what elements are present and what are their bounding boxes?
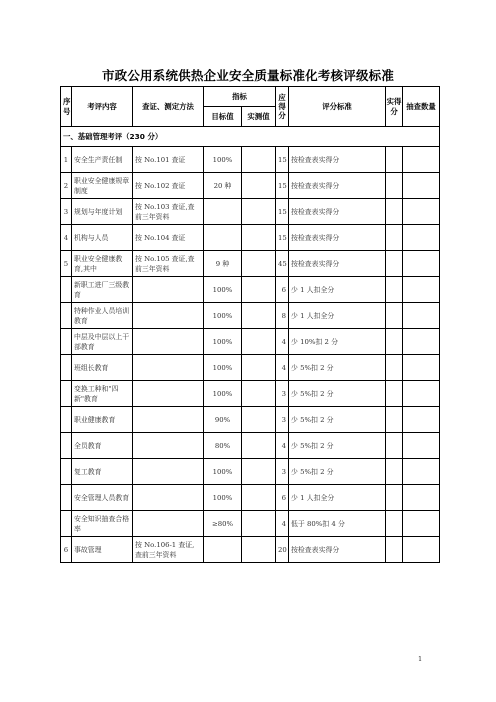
row-content: 班组长教育 xyxy=(72,355,133,381)
page-number: 1 xyxy=(418,655,423,663)
row-standard: 按检查表实得分 xyxy=(289,225,386,251)
row-score: 20 xyxy=(276,537,289,563)
row-sample xyxy=(403,199,440,225)
row-seq: 3 xyxy=(61,199,72,225)
row-sample xyxy=(403,173,440,199)
row-sample xyxy=(403,511,440,537)
row-method xyxy=(133,355,204,381)
row-score: 15 xyxy=(276,173,289,199)
row-content: 职业健康教育 xyxy=(72,407,133,433)
row-measured xyxy=(242,329,276,355)
row-score: 3 xyxy=(276,459,289,485)
row-seq xyxy=(61,355,72,381)
row-actual xyxy=(386,537,403,563)
table-row xyxy=(61,485,440,511)
row-method xyxy=(133,407,204,433)
table-row xyxy=(61,381,440,407)
row-score: 3 xyxy=(276,381,289,407)
row-actual xyxy=(386,173,403,199)
row-seq xyxy=(61,407,72,433)
table-row xyxy=(61,277,440,303)
row-content: 中层及中层以上干部教育 xyxy=(72,329,133,355)
row-measured xyxy=(242,511,276,537)
header-row-1 xyxy=(61,87,440,107)
row-content: 全员教育 xyxy=(72,433,133,459)
row-measured xyxy=(242,251,276,277)
row-method xyxy=(133,485,204,511)
row-actual xyxy=(386,381,403,407)
header-sample-count: 抽查数量 xyxy=(403,87,440,127)
header-seq: 序号 xyxy=(61,87,72,127)
row-method: 按 No.105 查证,查前三年资料 xyxy=(133,251,204,277)
row-standard: 少 1 人扣全分 xyxy=(289,485,386,511)
row-score: 8 xyxy=(276,303,289,329)
row-actual xyxy=(386,251,403,277)
row-method xyxy=(133,511,204,537)
row-measured xyxy=(242,537,276,563)
row-sample xyxy=(403,407,440,433)
row-target: 100% xyxy=(204,329,242,355)
row-measured xyxy=(242,277,276,303)
table-row xyxy=(61,303,440,329)
row-target xyxy=(204,537,242,563)
row-actual xyxy=(386,199,403,225)
row-measured xyxy=(242,433,276,459)
row-seq xyxy=(61,459,72,485)
row-actual xyxy=(386,277,403,303)
row-sample xyxy=(403,459,440,485)
row-measured xyxy=(242,303,276,329)
row-measured xyxy=(242,485,276,511)
row-score: 4 xyxy=(276,511,289,537)
row-target: 20 种 xyxy=(204,173,242,199)
row-content: 安全管理人员教育 xyxy=(72,485,133,511)
row-method xyxy=(133,433,204,459)
row-measured xyxy=(242,225,276,251)
row-standard: 按检查表实得分 xyxy=(289,199,386,225)
row-measured xyxy=(242,147,276,173)
header-indicator: 指标 xyxy=(204,87,276,107)
table-body xyxy=(61,147,440,563)
row-standard: 少 5%扣 2 分 xyxy=(289,433,386,459)
row-content: 复工教育 xyxy=(72,459,133,485)
row-target: 9 种 xyxy=(204,251,242,277)
row-content: 职业安全健康教育,其中 xyxy=(72,251,133,277)
row-sample xyxy=(403,433,440,459)
row-standard: 按检查表实得分 xyxy=(289,173,386,199)
row-seq xyxy=(61,381,72,407)
row-target: 100% xyxy=(204,277,242,303)
row-method: 按 No.103 查证,查前三年资料 xyxy=(133,199,204,225)
row-seq: 5 xyxy=(61,251,72,277)
row-method: 按 No.101 查证 xyxy=(133,147,204,173)
header-method: 查证、测定方法 xyxy=(133,87,204,127)
row-standard: 少 5%扣 2 分 xyxy=(289,459,386,485)
header-standard: 评分标准 xyxy=(289,87,386,127)
row-content: 事故管理 xyxy=(72,537,133,563)
header-actual-score: 实得分 xyxy=(386,87,403,127)
row-sample xyxy=(403,303,440,329)
row-actual xyxy=(386,355,403,381)
row-sample xyxy=(403,537,440,563)
row-seq xyxy=(61,277,72,303)
table-row xyxy=(61,199,440,225)
table-row xyxy=(61,147,440,173)
header-target: 目标值 xyxy=(204,107,242,127)
row-score: 6 xyxy=(276,485,289,511)
table-row xyxy=(61,251,440,277)
row-method: 按 No.106-1 查证,查前三年资料 xyxy=(133,537,204,563)
row-actual xyxy=(386,511,403,537)
row-seq xyxy=(61,303,72,329)
row-actual xyxy=(386,329,403,355)
row-sample xyxy=(403,225,440,251)
page-title: 市政公用系统供热企业安全质量标准化考核评级标准 xyxy=(101,68,395,83)
row-content: 规划与年度计划 xyxy=(72,199,133,225)
row-seq xyxy=(61,511,72,537)
row-content: 特种作业人员培训教育 xyxy=(72,303,133,329)
row-content: 新职工进厂三级教育 xyxy=(72,277,133,303)
row-standard: 少 5%扣 2 分 xyxy=(289,407,386,433)
row-score: 15 xyxy=(276,225,289,251)
row-measured xyxy=(242,459,276,485)
row-measured xyxy=(242,407,276,433)
row-sample xyxy=(403,251,440,277)
row-seq xyxy=(61,485,72,511)
row-score: 15 xyxy=(276,199,289,225)
row-score: 4 xyxy=(276,433,289,459)
row-measured xyxy=(242,381,276,407)
row-target xyxy=(204,225,242,251)
row-content: 安全知识抽查合格率 xyxy=(72,511,133,537)
row-seq: 1 xyxy=(61,147,72,173)
row-sample xyxy=(403,485,440,511)
row-target: ≥80% xyxy=(204,511,242,537)
row-standard: 少 1 人扣全分 xyxy=(289,303,386,329)
row-sample xyxy=(403,329,440,355)
row-score: 4 xyxy=(276,355,289,381)
row-method: 按 No.102 查证 xyxy=(133,173,204,199)
row-sample xyxy=(403,355,440,381)
row-method xyxy=(133,303,204,329)
row-method xyxy=(133,381,204,407)
row-standard: 少 5%扣 2 分 xyxy=(289,355,386,381)
row-method xyxy=(133,459,204,485)
row-actual xyxy=(386,459,403,485)
table-row xyxy=(61,407,440,433)
row-sample xyxy=(403,147,440,173)
row-standard: 少 10%扣 2 分 xyxy=(289,329,386,355)
row-target: 100% xyxy=(204,147,242,173)
row-target: 100% xyxy=(204,459,242,485)
row-target: 90% xyxy=(204,407,242,433)
section-row xyxy=(61,127,440,147)
row-seq: 2 xyxy=(61,173,72,199)
section-title: 一、基础管理考评（230 分） xyxy=(61,127,440,147)
row-method: 按 No.104 查证 xyxy=(133,225,204,251)
row-actual xyxy=(386,485,403,511)
row-seq xyxy=(61,329,72,355)
table-row xyxy=(61,329,440,355)
row-score: 15 xyxy=(276,147,289,173)
row-standard: 按检查表实得分 xyxy=(289,251,386,277)
table-row xyxy=(61,225,440,251)
header-measured: 实测值 xyxy=(242,107,276,127)
row-actual xyxy=(386,303,403,329)
row-measured xyxy=(242,173,276,199)
row-actual xyxy=(386,225,403,251)
header-content: 考评内容 xyxy=(72,87,133,127)
row-content: 安全生产责任制 xyxy=(72,147,133,173)
row-seq: 4 xyxy=(61,225,72,251)
row-sample xyxy=(403,381,440,407)
row-seq: 6 xyxy=(61,537,72,563)
row-standard: 低于 80%扣 4 分 xyxy=(289,511,386,537)
row-target xyxy=(204,199,242,225)
row-target: 100% xyxy=(204,355,242,381)
row-standard: 少 1 人扣全分 xyxy=(289,277,386,303)
row-actual xyxy=(386,433,403,459)
row-target: 100% xyxy=(204,485,242,511)
row-target: 80% xyxy=(204,433,242,459)
row-score: 6 xyxy=(276,277,289,303)
evaluation-table xyxy=(60,86,440,563)
table-row xyxy=(61,173,440,199)
row-target: 100% xyxy=(204,381,242,407)
row-actual xyxy=(386,147,403,173)
row-seq xyxy=(61,433,72,459)
row-sample xyxy=(403,277,440,303)
row-target: 100% xyxy=(204,303,242,329)
table-row xyxy=(61,511,440,537)
row-standard: 按检查表实得分 xyxy=(289,147,386,173)
row-score: 45 xyxy=(276,251,289,277)
row-actual xyxy=(386,407,403,433)
table-row xyxy=(61,537,440,563)
table-row xyxy=(61,433,440,459)
row-measured xyxy=(242,199,276,225)
row-content: 机构与人员 xyxy=(72,225,133,251)
header-max-score: 应得分 xyxy=(276,87,289,127)
row-content: 职业安全健康规章制度 xyxy=(72,173,133,199)
row-measured xyxy=(242,355,276,381)
table-row xyxy=(61,459,440,485)
row-standard: 少 5%扣 2 分 xyxy=(289,381,386,407)
row-method xyxy=(133,329,204,355)
row-score: 4 xyxy=(276,329,289,355)
row-standard: 按检查表实得分 xyxy=(289,537,386,563)
row-score: 3 xyxy=(276,407,289,433)
row-method xyxy=(133,277,204,303)
table-row xyxy=(61,355,440,381)
row-content: 变换工种和"四新"教育 xyxy=(72,381,133,407)
